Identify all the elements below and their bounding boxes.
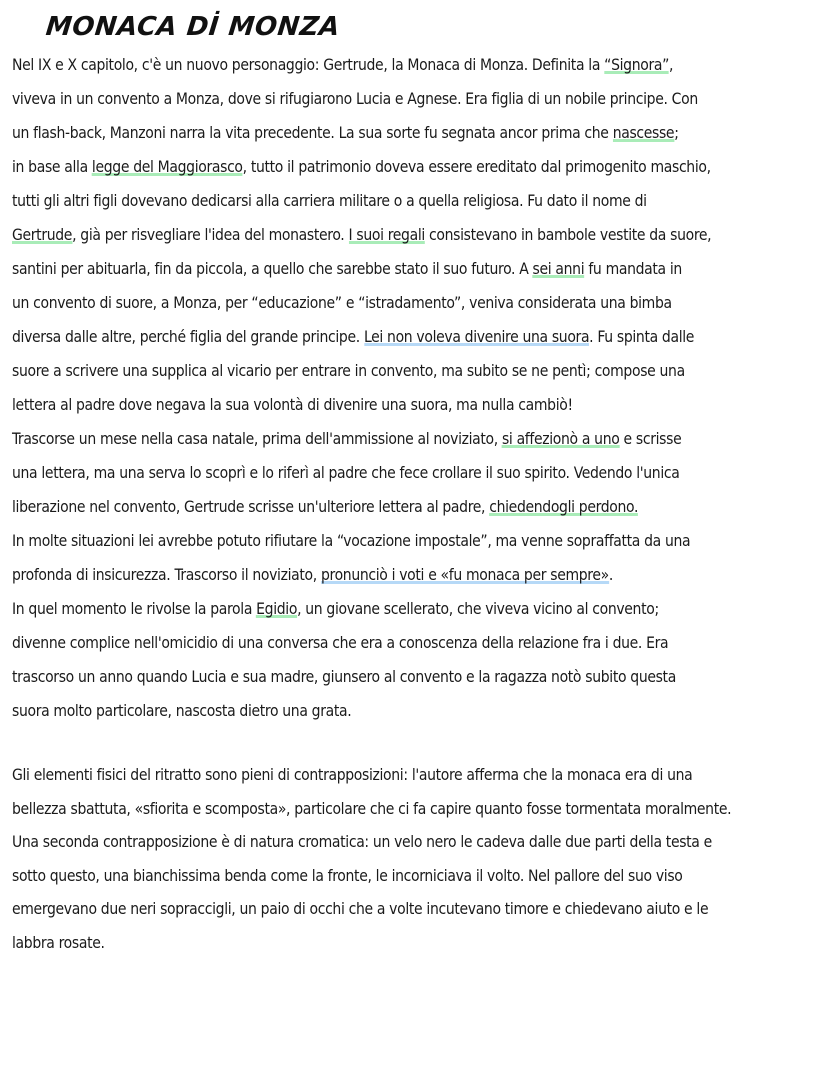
text-segment: ;: [674, 123, 679, 142]
text-segment: consistevano in bambole vestite da suore,: [424, 225, 712, 244]
paragraph-portrait: [12, 758, 816, 960]
highlighted-phrase-green: nascesse: [612, 123, 675, 142]
text-segment: , già per risvegliare l'idea del monastero.: [72, 225, 349, 244]
text-segment: suore a scrivere una supplica al vicario per entrare in convento, ma subito se ne pentì; compose una: [12, 361, 685, 380]
text-segment: liberazione nel convento, Gertrude scrisse un'ulteriore lettera al padre,: [12, 497, 490, 516]
text-line: [12, 116, 784, 150]
text-line: [12, 490, 784, 524]
text-line: [12, 694, 784, 728]
text-segment: diversa dalle altre, perché figlia del grande principe.: [12, 327, 364, 346]
page-title: MONACA Dİ MONZA: [44, 12, 342, 42]
text-line: [12, 892, 784, 926]
text-line: [12, 184, 784, 218]
text-line: [12, 388, 784, 422]
text-segment: sotto questo, una bianchissima benda come la fronte, le incorniciava il volto. Nel pallore del suo viso: [12, 865, 683, 885]
text-line: [12, 252, 784, 286]
text-line: [12, 320, 784, 354]
text-segment: .: [608, 565, 613, 584]
text-line: [12, 150, 784, 184]
highlighted-phrase-green: sei anni: [532, 259, 585, 278]
text-segment: labbra rosate.: [12, 932, 105, 952]
text-line: [12, 456, 784, 490]
highlighted-phrase-green: “Signora”: [604, 55, 669, 74]
text-segment: un convento di suore, a Monza, per “educazione” e “istradamento”, veniva considerata una bimba: [12, 293, 672, 312]
highlighted-phrase-green: Egidio: [256, 599, 298, 618]
text-segment: Una seconda contrapposizione è di natura cromatica: un velo nero le cadeva dalle due parti della testa e: [12, 832, 712, 852]
text-line: [12, 354, 784, 388]
highlighted-phrase-green: legge del Maggiorasco: [91, 157, 243, 176]
text-segment: bellezza sbattuta, «sfiorita e scomposta», particolare che ci fa capire quanto fosse tormentata moralmente.: [12, 798, 732, 818]
text-segment: una lettera, ma una serva lo scoprì e lo riferì al padre che fece crollare il suo spirito. Vedendo l'unica: [12, 463, 680, 482]
text-segment: . Fu spinta dalle: [589, 327, 695, 346]
text-line: [12, 558, 784, 592]
text-segment: emergevano due neri sopraccigli, un paio di occhi che a volte incutevano timore e chiedevano aiuto e le: [12, 899, 709, 919]
text-segment: In molte situazioni lei avrebbe potuto rifiutare la “vocazione impostale”, ma venne sopraffatta da una: [12, 531, 691, 550]
text-segment: fu mandata in: [584, 259, 682, 278]
text-line: [12, 660, 784, 694]
highlighted-phrase-green: Gertrude: [12, 225, 73, 244]
text-line: [12, 524, 784, 558]
text-segment: in base alla: [12, 157, 92, 176]
highlighted-phrase-green: chiedendogli perdono.: [489, 497, 639, 516]
text-segment: , un giovane scellerato, che viveva vicino al convento;: [297, 599, 659, 618]
paragraph-story: [12, 48, 816, 728]
text-line: [12, 626, 784, 660]
text-line: [12, 758, 784, 792]
text-line: [12, 825, 784, 859]
text-line: [12, 859, 784, 893]
text-segment: Trascorse un mese nella casa natale, prima dell'ammissione al noviziato,: [12, 429, 502, 448]
text-segment: tutti gli altri figli dovevano dedicarsi alla carriera militare o a quella religiosa. Fu dato il nome di: [12, 191, 647, 210]
highlighted-phrase-green: I suoi regali: [348, 225, 425, 244]
text-segment: In quel momento le rivolse la parola: [12, 599, 257, 618]
text-segment: viveva in un convento a Monza, dove si rifugiarono Lucia e Agnese. Era figlia di un nobile principe. Con: [12, 89, 698, 108]
text-segment: un flash-back, Manzoni narra la vita precedente. La sua sorte fu segnata ancor prima che: [12, 123, 613, 142]
text-segment: lettera al padre dove negava la sua volontà di divenire una suora, ma nulla cambiò!: [12, 395, 573, 414]
text-segment: santini per abituarla, fin da piccola, a quello che sarebbe stato il suo futuro. A: [12, 259, 533, 278]
text-line: [12, 792, 784, 826]
highlighted-phrase-green: si affezionò a uno: [501, 429, 620, 448]
text-segment: divenne complice nell'omicidio di una conversa che era a conoscenza della relazione fra i due. Era: [12, 633, 669, 652]
highlighted-phrase-blue: Lei non voleva divenire una suora: [363, 327, 590, 346]
text-line: [12, 286, 784, 320]
text-line: [12, 218, 784, 252]
text-segment: profonda di insicurezza. Trascorso il noviziato,: [12, 565, 321, 584]
text-segment: suora molto particolare, nascosta dietro una grata.: [12, 701, 352, 720]
text-segment: Nel IX e X capitolo, c'è un nuovo personaggio: Gertrude, la Monaca di Monza. Definita la: [12, 55, 605, 74]
text-segment: ,: [669, 55, 674, 74]
highlighted-phrase-blue: pronunciò i voti e «fu monaca per sempre»: [320, 565, 609, 584]
text-line: [12, 48, 784, 82]
text-segment: Gli elementi fisici del ritratto sono pieni di contrapposizioni: l'autore afferma che la monaca era di una: [12, 765, 693, 784]
text-segment: , tutto il patrimonio doveva essere ereditato dal primogenito maschio,: [242, 157, 711, 176]
text-line: [12, 926, 784, 960]
text-line: [12, 422, 784, 456]
text-line: [12, 82, 784, 116]
text-line: [12, 592, 784, 626]
text-segment: trascorso un anno quando Lucia e sua madre, giunsero al convento e la ragazza notò subito questa: [12, 667, 676, 686]
text-segment: e scrisse: [619, 429, 682, 448]
